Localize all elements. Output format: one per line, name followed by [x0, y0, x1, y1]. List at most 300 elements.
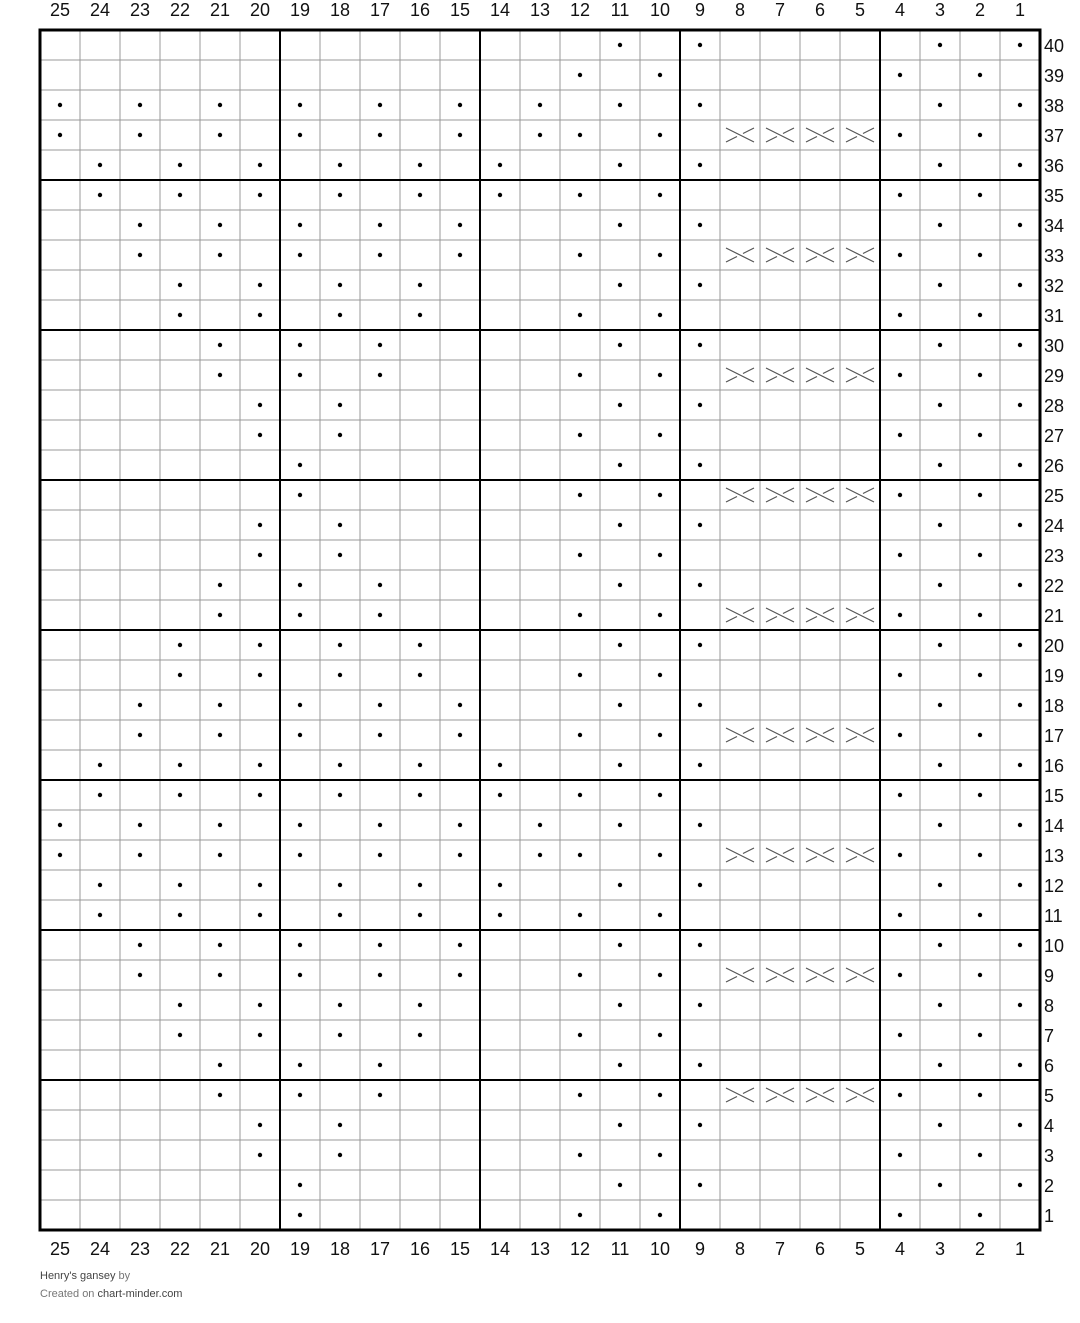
row-number: 14 [1044, 816, 1065, 836]
column-number-bottom: 12 [569, 1239, 591, 1259]
column-number-bottom: 25 [49, 1239, 71, 1259]
column-number-bottom: 15 [449, 1239, 471, 1259]
purl-stitch-symbol [978, 553, 982, 557]
column-number-top: 10 [649, 0, 671, 20]
purl-stitch-symbol [658, 1033, 662, 1037]
purl-stitch-symbol [578, 73, 582, 77]
purl-stitch-symbol [978, 373, 982, 377]
purl-stitch-symbol [218, 133, 222, 137]
column-number-top: 22 [169, 0, 191, 20]
purl-stitch-symbol [378, 1093, 382, 1097]
purl-stitch-symbol [658, 733, 662, 737]
row-number: 11 [1044, 906, 1063, 926]
purl-stitch-symbol [1018, 163, 1022, 167]
row-number: 18 [1044, 696, 1065, 716]
purl-stitch-symbol [298, 103, 302, 107]
purl-stitch-symbol [698, 703, 702, 707]
column-number-top: 24 [89, 0, 111, 20]
purl-stitch-symbol [618, 523, 622, 527]
purl-stitch-symbol [618, 823, 622, 827]
cable-cross-symbol [726, 368, 754, 382]
purl-stitch-symbol [338, 793, 342, 797]
purl-stitch-symbol [898, 1033, 902, 1037]
column-number-bottom: 3 [934, 1239, 946, 1259]
purl-stitch-symbol [218, 373, 222, 377]
purl-stitch-symbol [218, 583, 222, 587]
cable-cross-symbol [766, 368, 794, 382]
purl-stitch-symbol [538, 133, 542, 137]
purl-stitch-symbol [658, 433, 662, 437]
purl-stitch-symbol [578, 1213, 582, 1217]
row-number: 2 [1044, 1176, 1055, 1196]
row-number: 35 [1044, 186, 1065, 206]
purl-stitch-symbol [1018, 463, 1022, 467]
purl-stitch-symbol [578, 553, 582, 557]
purl-stitch-symbol [938, 403, 942, 407]
purl-stitch-symbol [618, 43, 622, 47]
purl-stitch-symbol [418, 1033, 422, 1037]
purl-stitch-symbol [258, 403, 262, 407]
purl-stitch-symbol [898, 1093, 902, 1097]
cable-cross-symbol [726, 608, 754, 622]
purl-stitch-symbol [378, 583, 382, 587]
purl-stitch-symbol [1018, 43, 1022, 47]
purl-stitch-symbol [378, 973, 382, 977]
row-number: 20 [1044, 636, 1065, 656]
cable-cross-symbol [846, 608, 874, 622]
cable-cross-symbol [806, 488, 834, 502]
purl-stitch-symbol [938, 163, 942, 167]
purl-stitch-symbol [378, 823, 382, 827]
column-number-bottom: 14 [489, 1239, 511, 1259]
purl-stitch-symbol [978, 493, 982, 497]
purl-stitch-symbol [578, 313, 582, 317]
purl-stitch-symbol [338, 643, 342, 647]
row-number: 7 [1044, 1026, 1055, 1046]
purl-stitch-symbol [698, 823, 702, 827]
purl-stitch-symbol [938, 883, 942, 887]
purl-stitch-symbol [258, 523, 262, 527]
purl-stitch-symbol [218, 733, 222, 737]
purl-stitch-symbol [618, 343, 622, 347]
purl-stitch-symbol [138, 853, 142, 857]
purl-stitch-symbol [58, 133, 62, 137]
cable-cross-symbol [846, 728, 874, 742]
row-number: 39 [1044, 66, 1065, 86]
row-number: 17 [1044, 726, 1065, 746]
column-number-top: 5 [854, 0, 866, 20]
purl-stitch-symbol [578, 133, 582, 137]
cable-cross-symbol [806, 968, 834, 982]
purl-stitch-symbol [458, 943, 462, 947]
purl-stitch-symbol [698, 943, 702, 947]
column-number-top: 23 [129, 0, 151, 20]
purl-stitch-symbol [338, 283, 342, 287]
purl-stitch-symbol [338, 883, 342, 887]
purl-stitch-symbol [338, 523, 342, 527]
purl-stitch-symbol [418, 313, 422, 317]
purl-stitch-symbol [978, 433, 982, 437]
purl-stitch-symbol [458, 823, 462, 827]
cable-cross-symbol [806, 1088, 834, 1102]
purl-stitch-symbol [218, 1063, 222, 1067]
row-number: 38 [1044, 96, 1065, 116]
purl-stitch-symbol [218, 103, 222, 107]
purl-stitch-symbol [938, 283, 942, 287]
cable-cross-symbol [846, 128, 874, 142]
column-number-bottom: 2 [974, 1239, 986, 1259]
purl-stitch-symbol [578, 193, 582, 197]
purl-stitch-symbol [978, 1033, 982, 1037]
purl-stitch-symbol [578, 1033, 582, 1037]
purl-stitch-symbol [338, 1003, 342, 1007]
column-number-top: 9 [694, 0, 706, 20]
purl-stitch-symbol [978, 253, 982, 257]
purl-stitch-symbol [578, 253, 582, 257]
column-number-bottom: 22 [169, 1239, 191, 1259]
purl-stitch-symbol [938, 223, 942, 227]
purl-stitch-symbol [898, 673, 902, 677]
purl-stitch-symbol [698, 343, 702, 347]
purl-stitch-symbol [178, 193, 182, 197]
purl-stitch-symbol [978, 673, 982, 677]
purl-stitch-symbol [578, 793, 582, 797]
purl-stitch-symbol [298, 823, 302, 827]
purl-stitch-symbol [338, 763, 342, 767]
purl-stitch-symbol [658, 613, 662, 617]
purl-stitch-symbol [938, 703, 942, 707]
cable-cross-symbol [766, 728, 794, 742]
column-number-bottom: 5 [854, 1239, 866, 1259]
purl-stitch-symbol [458, 853, 462, 857]
cable-cross-symbol [726, 728, 754, 742]
purl-stitch-symbol [578, 493, 582, 497]
purl-stitch-symbol [498, 193, 502, 197]
purl-stitch-symbol [338, 1123, 342, 1127]
purl-stitch-symbol [378, 1063, 382, 1067]
cable-cross-symbol [726, 968, 754, 982]
purl-stitch-symbol [658, 373, 662, 377]
purl-stitch-symbol [978, 133, 982, 137]
purl-stitch-symbol [1018, 703, 1022, 707]
row-number: 31 [1044, 306, 1065, 326]
purl-stitch-symbol [138, 943, 142, 947]
purl-stitch-symbol [898, 733, 902, 737]
purl-stitch-symbol [258, 553, 262, 557]
column-number-top: 14 [489, 0, 511, 20]
purl-stitch-symbol [498, 793, 502, 797]
purl-stitch-symbol [458, 253, 462, 257]
row-number: 10 [1044, 936, 1065, 956]
column-number-bottom: 23 [129, 1239, 151, 1259]
purl-stitch-symbol [258, 283, 262, 287]
purl-stitch-symbol [1018, 823, 1022, 827]
purl-stitch-symbol [298, 583, 302, 587]
purl-stitch-symbol [698, 163, 702, 167]
purl-stitch-symbol [338, 313, 342, 317]
purl-stitch-symbol [698, 1123, 702, 1127]
purl-stitch-symbol [178, 1003, 182, 1007]
purl-stitch-symbol [978, 1153, 982, 1157]
purl-stitch-symbol [498, 913, 502, 917]
purl-stitch-symbol [138, 703, 142, 707]
column-number-bottom: 4 [894, 1239, 906, 1259]
purl-stitch-symbol [258, 883, 262, 887]
purl-stitch-symbol [578, 733, 582, 737]
cable-cross-symbol [806, 728, 834, 742]
cable-cross-symbol [766, 968, 794, 982]
row-number: 12 [1044, 876, 1065, 896]
purl-stitch-symbol [978, 73, 982, 77]
purl-stitch-symbol [658, 133, 662, 137]
purl-stitch-symbol [378, 703, 382, 707]
purl-stitch-symbol [658, 1153, 662, 1157]
column-number-bottom: 9 [694, 1239, 706, 1259]
row-number: 27 [1044, 426, 1065, 446]
purl-stitch-symbol [98, 913, 102, 917]
footer-by: by [118, 1270, 131, 1282]
row-number: 9 [1044, 966, 1055, 986]
row-number: 30 [1044, 336, 1065, 356]
purl-stitch-symbol [578, 613, 582, 617]
row-number: 37 [1044, 126, 1065, 146]
purl-stitch-symbol [578, 673, 582, 677]
purl-stitch-symbol [98, 163, 102, 167]
purl-stitch-symbol [378, 943, 382, 947]
purl-stitch-symbol [1018, 403, 1022, 407]
purl-stitch-symbol [218, 223, 222, 227]
purl-stitch-symbol [418, 883, 422, 887]
purl-stitch-symbol [578, 1093, 582, 1097]
cable-cross-symbol [806, 848, 834, 862]
cable-cross-symbol [806, 128, 834, 142]
purl-stitch-symbol [578, 433, 582, 437]
purl-stitch-symbol [898, 73, 902, 77]
purl-stitch-symbol [698, 43, 702, 47]
column-number-bottom: 19 [289, 1239, 311, 1259]
purl-stitch-symbol [618, 463, 622, 467]
row-number: 21 [1044, 606, 1065, 626]
purl-stitch-symbol [138, 253, 142, 257]
purl-stitch-symbol [618, 1063, 622, 1067]
purl-stitch-symbol [658, 553, 662, 557]
row-number: 5 [1044, 1086, 1055, 1106]
purl-stitch-symbol [938, 943, 942, 947]
cable-cross-symbol [846, 248, 874, 262]
column-number-bottom: 7 [774, 1239, 786, 1259]
purl-stitch-symbol [178, 643, 182, 647]
purl-stitch-symbol [898, 1213, 902, 1217]
purl-stitch-symbol [618, 163, 622, 167]
column-number-bottom: 18 [329, 1239, 351, 1259]
row-number: 23 [1044, 546, 1065, 566]
purl-stitch-symbol [338, 913, 342, 917]
purl-stitch-symbol [138, 973, 142, 977]
purl-stitch-symbol [978, 313, 982, 317]
purl-stitch-symbol [378, 613, 382, 617]
purl-stitch-symbol [218, 973, 222, 977]
purl-stitch-symbol [618, 883, 622, 887]
purl-stitch-symbol [978, 733, 982, 737]
purl-stitch-symbol [138, 823, 142, 827]
purl-stitch-symbol [938, 583, 942, 587]
purl-stitch-symbol [298, 253, 302, 257]
purl-stitch-symbol [618, 403, 622, 407]
purl-stitch-symbol [178, 283, 182, 287]
purl-stitch-symbol [658, 73, 662, 77]
purl-stitch-symbol [698, 1003, 702, 1007]
purl-stitch-symbol [258, 1003, 262, 1007]
column-number-top: 13 [529, 0, 551, 20]
purl-stitch-symbol [1018, 1003, 1022, 1007]
purl-stitch-symbol [298, 1183, 302, 1187]
footer-site-link[interactable]: chart-minder.com [97, 1288, 183, 1300]
purl-stitch-symbol [938, 43, 942, 47]
purl-stitch-symbol [578, 373, 582, 377]
purl-stitch-symbol [898, 193, 902, 197]
purl-stitch-symbol [178, 883, 182, 887]
purl-stitch-symbol [1018, 523, 1022, 527]
column-number-top: 15 [449, 0, 471, 20]
purl-stitch-symbol [58, 103, 62, 107]
purl-stitch-symbol [698, 763, 702, 767]
purl-stitch-symbol [978, 1213, 982, 1217]
column-number-top: 11 [610, 0, 630, 20]
cable-cross-symbol [846, 968, 874, 982]
purl-stitch-symbol [98, 793, 102, 797]
purl-stitch-symbol [898, 1153, 902, 1157]
purl-stitch-symbol [378, 373, 382, 377]
purl-stitch-symbol [418, 193, 422, 197]
purl-stitch-symbol [658, 193, 662, 197]
purl-stitch-symbol [498, 883, 502, 887]
column-number-top: 18 [329, 0, 351, 20]
column-number-top: 6 [814, 0, 826, 20]
cable-cross-symbol [846, 1088, 874, 1102]
purl-stitch-symbol [618, 1003, 622, 1007]
column-number-bottom: 24 [89, 1239, 111, 1259]
chart-footer [40, 1267, 182, 1303]
purl-stitch-symbol [578, 913, 582, 917]
cable-cross-symbol [806, 608, 834, 622]
purl-stitch-symbol [618, 763, 622, 767]
purl-stitch-symbol [978, 613, 982, 617]
column-number-top: 2 [974, 0, 986, 20]
row-number: 19 [1044, 666, 1065, 686]
row-number: 40 [1044, 36, 1065, 56]
purl-stitch-symbol [298, 703, 302, 707]
purl-stitch-symbol [698, 223, 702, 227]
purl-stitch-symbol [138, 223, 142, 227]
purl-stitch-symbol [58, 853, 62, 857]
purl-stitch-symbol [338, 193, 342, 197]
purl-stitch-symbol [658, 673, 662, 677]
purl-stitch-symbol [978, 973, 982, 977]
purl-stitch-symbol [698, 523, 702, 527]
purl-stitch-symbol [618, 583, 622, 587]
purl-stitch-symbol [938, 1183, 942, 1187]
purl-stitch-symbol [698, 403, 702, 407]
cable-cross-symbol [726, 848, 754, 862]
row-number: 29 [1044, 366, 1065, 386]
chart-grid [40, 30, 1040, 1230]
row-number: 33 [1044, 246, 1065, 266]
cable-cross-symbol [726, 488, 754, 502]
purl-stitch-symbol [898, 853, 902, 857]
purl-stitch-symbol [298, 973, 302, 977]
purl-stitch-symbol [458, 703, 462, 707]
purl-stitch-symbol [258, 643, 262, 647]
purl-stitch-symbol [698, 103, 702, 107]
purl-stitch-symbol [1018, 1183, 1022, 1187]
purl-stitch-symbol [938, 523, 942, 527]
purl-stitch-symbol [978, 193, 982, 197]
purl-stitch-symbol [618, 643, 622, 647]
row-number: 1 [1044, 1206, 1055, 1226]
purl-stitch-symbol [98, 883, 102, 887]
row-number: 32 [1044, 276, 1065, 296]
purl-stitch-symbol [218, 853, 222, 857]
purl-stitch-symbol [298, 1213, 302, 1217]
purl-stitch-symbol [298, 343, 302, 347]
purl-stitch-symbol [378, 733, 382, 737]
purl-stitch-symbol [658, 493, 662, 497]
column-number-top: 21 [209, 0, 231, 20]
purl-stitch-symbol [298, 943, 302, 947]
purl-stitch-symbol [698, 463, 702, 467]
cable-cross-symbol [726, 1088, 754, 1102]
cable-cross-symbol [846, 368, 874, 382]
purl-stitch-symbol [298, 1093, 302, 1097]
purl-stitch-symbol [338, 163, 342, 167]
purl-stitch-symbol [258, 913, 262, 917]
purl-stitch-symbol [618, 223, 622, 227]
row-number: 36 [1044, 156, 1065, 176]
column-number-bottom: 13 [529, 1239, 551, 1259]
purl-stitch-symbol [258, 313, 262, 317]
purl-stitch-symbol [618, 103, 622, 107]
purl-stitch-symbol [418, 1003, 422, 1007]
purl-stitch-symbol [418, 163, 422, 167]
purl-stitch-symbol [258, 1153, 262, 1157]
cable-cross-symbol [806, 248, 834, 262]
purl-stitch-symbol [898, 433, 902, 437]
purl-stitch-symbol [178, 313, 182, 317]
purl-stitch-symbol [218, 1093, 222, 1097]
purl-stitch-symbol [138, 103, 142, 107]
column-number-bottom: 16 [409, 1239, 431, 1259]
column-number-top: 1 [1014, 0, 1026, 20]
purl-stitch-symbol [258, 1033, 262, 1037]
cable-cross-symbol [726, 248, 754, 262]
purl-stitch-symbol [218, 823, 222, 827]
purl-stitch-symbol [378, 133, 382, 137]
purl-stitch-symbol [298, 1063, 302, 1067]
purl-stitch-symbol [938, 1123, 942, 1127]
purl-stitch-symbol [498, 163, 502, 167]
purl-stitch-symbol [658, 853, 662, 857]
cable-cross-symbol [766, 488, 794, 502]
purl-stitch-symbol [898, 613, 902, 617]
purl-stitch-symbol [1018, 643, 1022, 647]
purl-stitch-symbol [258, 673, 262, 677]
purl-stitch-symbol [538, 853, 542, 857]
purl-stitch-symbol [978, 913, 982, 917]
purl-stitch-symbol [658, 913, 662, 917]
purl-stitch-symbol [178, 673, 182, 677]
column-number-top: 12 [569, 0, 591, 20]
purl-stitch-symbol [938, 823, 942, 827]
